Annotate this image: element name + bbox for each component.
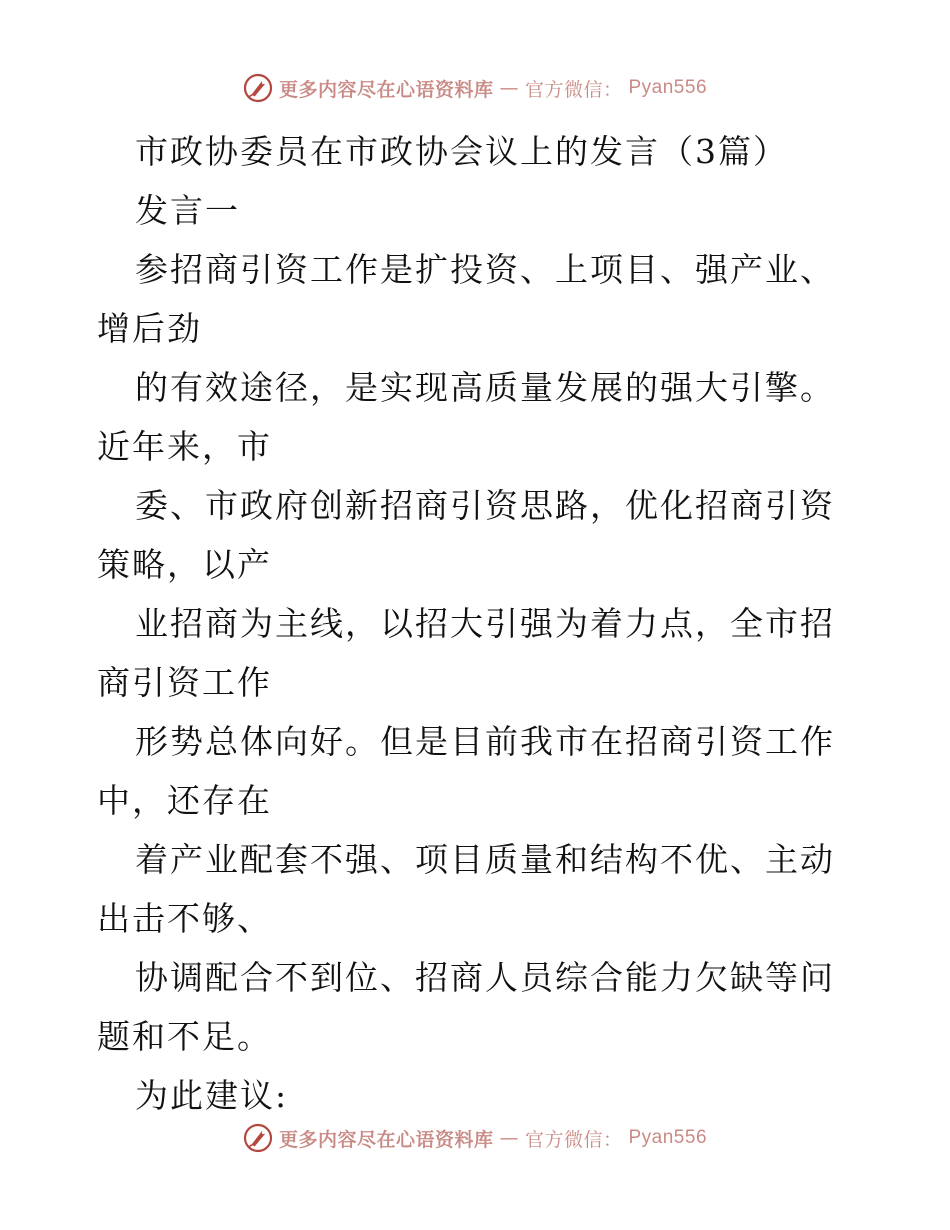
paragraph: 的有效途径，是实现高质量发展的强大引擎。近年来，市 — [97, 368, 835, 466]
paragraph: 着产业配套不强、项目质量和结构不优、主动出击不够、 — [97, 840, 835, 938]
watermark-suffix: 官方微信： — [524, 78, 623, 101]
paragraph: 为此建议: — [135, 1076, 289, 1115]
paragraph: 委、市政府创新招商引资思路，优化招商引资策略，以产 — [97, 486, 835, 584]
watermark-separator: — — [499, 1127, 519, 1149]
watermark-separator: — — [499, 77, 519, 99]
document-title: 市政协委员在市政协会议上的发言（3篇） — [135, 132, 788, 171]
paragraph: 参招商引资工作是扩投资、上项目、强产业、增后劲 — [97, 250, 835, 348]
watermark-wechat-id: Pyan556 — [628, 1127, 708, 1148]
document-body — [97, 122, 857, 1125]
watermark-suffix: 官方微信： — [524, 1128, 623, 1151]
pen-nib-logo-icon — [243, 1123, 273, 1153]
paragraph: 形势总体向好。但是目前我市在招商引资工作中，还存在 — [97, 722, 835, 820]
paragraph: 协调配合不到位、招商人员综合能力欠缺等问题和不足。 — [97, 958, 835, 1056]
footer-watermark — [0, 1123, 950, 1153]
watermark-main-text: 更多内容尽在心语资料库 — [278, 78, 494, 101]
watermark-wechat-id: Pyan556 — [628, 77, 708, 98]
header-watermark — [0, 73, 950, 103]
section-heading: 发言一 — [135, 191, 240, 230]
paragraph: 业招商为主线，以招大引强为着力点，全市招商引资工作 — [97, 604, 835, 702]
pen-nib-logo-icon — [243, 73, 273, 103]
watermark-main-text: 更多内容尽在心语资料库 — [278, 1128, 494, 1151]
